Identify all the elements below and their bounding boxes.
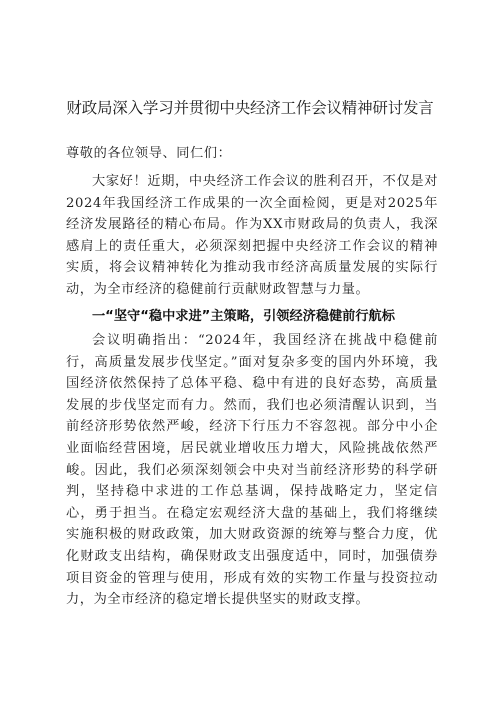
paragraph-opening: 大家好！近期，中央经济工作会议的胜利召开，不仅是对2024年我国经济工作成果的一次全面检阅，更是对2025年经济发展路径的精心布局。作为XX市财政局的负责人，我深感肩上的责任重大，必须深刻把握中央经济工作会议的精神实质，将会议精神转化为推动我市经济高质量发展的实际行动，为全市经济的稳健前行贡献财政智慧与力量。 bbox=[66, 174, 438, 297]
document-title: 财政局深入学习并贯彻中央经济工作会议精神研讨发言 bbox=[66, 99, 434, 117]
paragraph-meeting-points: 会议明确指出：“2024年，我国经济在挑战中稳健前行，高质量发展步伐坚定。”面对复杂多变的国内外环境，我国经济依然保持了总体平稳、稳中有进的良好态势，高质量发展的步伐坚定而有力。然而，我们也必须清醒认识到，当前经济形势依然严峻，经济下行压力不容忽视。部分中小企业面临经营困境，居民就业增收压力增大，风险挑战依然严峻。因此，我们必须深刻领会中央对当前经济形势的科学研判，坚持稳中求进的工作总基调，保持战略定力，坚定信心，勇于担当。在稳定宏观经济大盘的基础上，我们将继续实施积极的财政政策，加大财政资源的统筹与整合力度，优化财政支出结构，确保财政支出强度适中，同时，加强债券项目资金的管理与使用，形成有效的实物工作量与投资拉动力，为全市经济的稳定增长提供坚实的财政支撑。 bbox=[66, 333, 438, 608]
salutation: 尊敬的各位领导、同仁们： bbox=[66, 146, 232, 161]
section-heading: 一“坚守“稳中求进”主策略，引领经济稳健前行航标 bbox=[92, 309, 395, 324]
